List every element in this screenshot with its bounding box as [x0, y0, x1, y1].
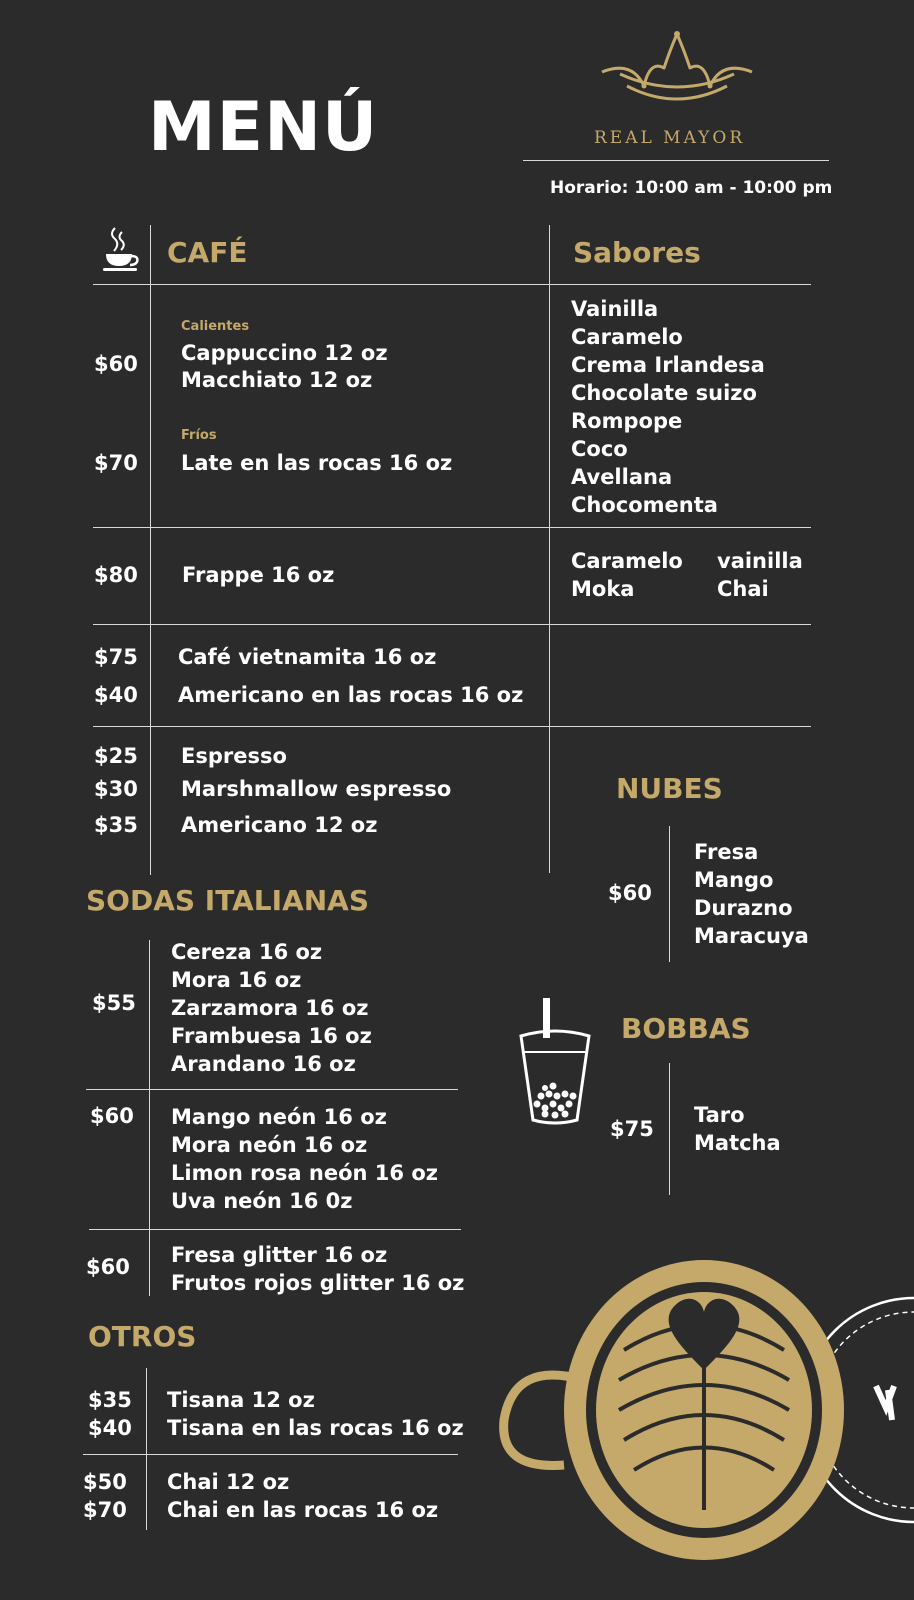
price-30: $30 [94, 777, 138, 801]
sodas-rule-1 [86, 1089, 458, 1090]
otros-items-a [167, 1386, 464, 1442]
sabores-list [571, 295, 765, 519]
nubes-section-title: NUBES [616, 772, 723, 805]
list-item: Arandano 16 oz [171, 1052, 356, 1076]
list-item: Frutos rojos glitter 16 oz [171, 1271, 465, 1295]
menu-item-macchiato: Macchiato 12 oz [181, 368, 373, 392]
menu-item-late-rocas: Late en las rocas 16 oz [181, 451, 453, 475]
list-item: Matcha [694, 1131, 781, 1155]
header-divider [523, 160, 829, 161]
otros-items-b [167, 1468, 438, 1524]
sodas-rule-2 [89, 1229, 461, 1230]
list-item: Caramelo [571, 549, 683, 573]
list-item: Frambuesa 16 oz [171, 1024, 372, 1048]
sabores-section-title: Sabores [573, 236, 701, 269]
price-40: $40 [94, 683, 138, 707]
menu-item-frappe: Frappe 16 oz [182, 563, 335, 587]
latte-art-illustration [494, 1240, 914, 1600]
price-25: $25 [94, 744, 138, 768]
menu-item-cafe-vietnamita: Café vietnamita 16 oz [178, 645, 437, 669]
sodas-group-a [171, 938, 372, 1078]
price-60-neon: $60 [90, 1104, 134, 1128]
price: $50 [83, 1470, 127, 1494]
price-35: $35 [94, 813, 138, 837]
cafe-header-rule [93, 284, 811, 285]
cafe-column-divider [549, 225, 550, 873]
nubes-price-divider [669, 826, 670, 962]
list-item: Coco [571, 437, 628, 461]
menu-item-cappuccino: Cappuccino 12 oz [181, 341, 388, 365]
coffee-cup-icon [100, 226, 142, 272]
list-item: Fresa glitter 16 oz [171, 1243, 388, 1267]
price: $40 [88, 1416, 132, 1440]
list-item: Chocomenta [571, 493, 718, 517]
frappe-flavors-col1 [571, 547, 683, 603]
list-item: Moka [571, 577, 635, 601]
frappe-flavors-col2 [717, 547, 803, 603]
price-70: $70 [94, 451, 138, 475]
list-item: Durazno [694, 896, 793, 920]
cafe-rule-3 [93, 726, 811, 727]
bobbas-price-divider [669, 1063, 670, 1195]
list-item: Tisana en las rocas 16 oz [167, 1416, 464, 1440]
frios-label: Fríos [181, 428, 217, 443]
cafe-section-title: CAFÉ [167, 236, 248, 269]
list-item: Mora neón 16 oz [171, 1133, 368, 1157]
list-item: Chai [717, 577, 769, 601]
list-item: Vainilla [571, 297, 659, 321]
list-item: vainilla [717, 549, 803, 573]
cafe-price-divider [150, 225, 151, 875]
menu-title: MENÚ [148, 88, 379, 167]
otros-price-divider [146, 1368, 147, 1530]
list-item: Chai en las rocas 16 oz [167, 1498, 439, 1522]
otros-prices-a [88, 1386, 132, 1442]
calientes-label: Calientes [181, 319, 250, 334]
otros-rule-1 [83, 1454, 458, 1455]
list-item: Taro [694, 1103, 745, 1127]
list-item: Chai 12 oz [167, 1470, 290, 1494]
cafe-rule-2 [93, 624, 811, 625]
sodas-section-title: SODAS ITALIANAS [86, 884, 370, 917]
nubes-list [694, 838, 809, 950]
bobbas-list [694, 1101, 781, 1157]
bobbas-price: $75 [610, 1117, 654, 1141]
price: $70 [83, 1498, 127, 1522]
list-item: Zarzamora 16 oz [171, 996, 369, 1020]
nubes-price: $60 [608, 881, 652, 905]
list-item: Avellana [571, 465, 673, 489]
otros-section-title: OTROS [88, 1320, 197, 1353]
list-item: Maracuya [694, 924, 809, 948]
list-item: Limon rosa neón 16 oz [171, 1161, 438, 1185]
price: $35 [88, 1388, 132, 1412]
list-item: Mango [694, 868, 774, 892]
bobbas-section-title: BOBBAS [621, 1012, 751, 1045]
list-item: Crema Irlandesa [571, 353, 765, 377]
price-80: $80 [94, 563, 138, 587]
otros-prices-b [83, 1468, 127, 1524]
sodas-group-b [171, 1103, 438, 1215]
menu-item-espresso: Espresso [181, 744, 287, 768]
menu-item-marshmallow-espresso: Marshmallow espresso [181, 777, 452, 801]
menu-item-americano: Americano 12 oz [181, 813, 378, 837]
list-item: Chocolate suizo [571, 381, 757, 405]
price-60-glitter: $60 [86, 1255, 130, 1279]
price-75: $75 [94, 645, 138, 669]
brand-name: REAL MAYOR [594, 128, 746, 148]
menu-item-americano-rocas: Americano en las rocas 16 oz [178, 683, 524, 707]
list-item: Caramelo [571, 325, 683, 349]
sodas-price-divider [149, 940, 150, 1296]
list-item: Rompope [571, 409, 683, 433]
list-item: Mora 16 oz [171, 968, 302, 992]
crown-icon [592, 30, 762, 110]
bubble-tea-icon [515, 996, 595, 1128]
cafe-rule-1 [93, 527, 811, 528]
list-item: Cereza 16 oz [171, 940, 323, 964]
price-55: $55 [92, 991, 136, 1015]
list-item: Mango neón 16 oz [171, 1105, 387, 1129]
list-item: Tisana 12 oz [167, 1388, 315, 1412]
list-item: Fresa [694, 840, 759, 864]
list-item: Uva neón 16 0z [171, 1189, 353, 1213]
opening-hours: Horario: 10:00 am - 10:00 pm [550, 178, 833, 198]
price-60: $60 [94, 352, 138, 376]
sodas-group-c [171, 1241, 464, 1297]
